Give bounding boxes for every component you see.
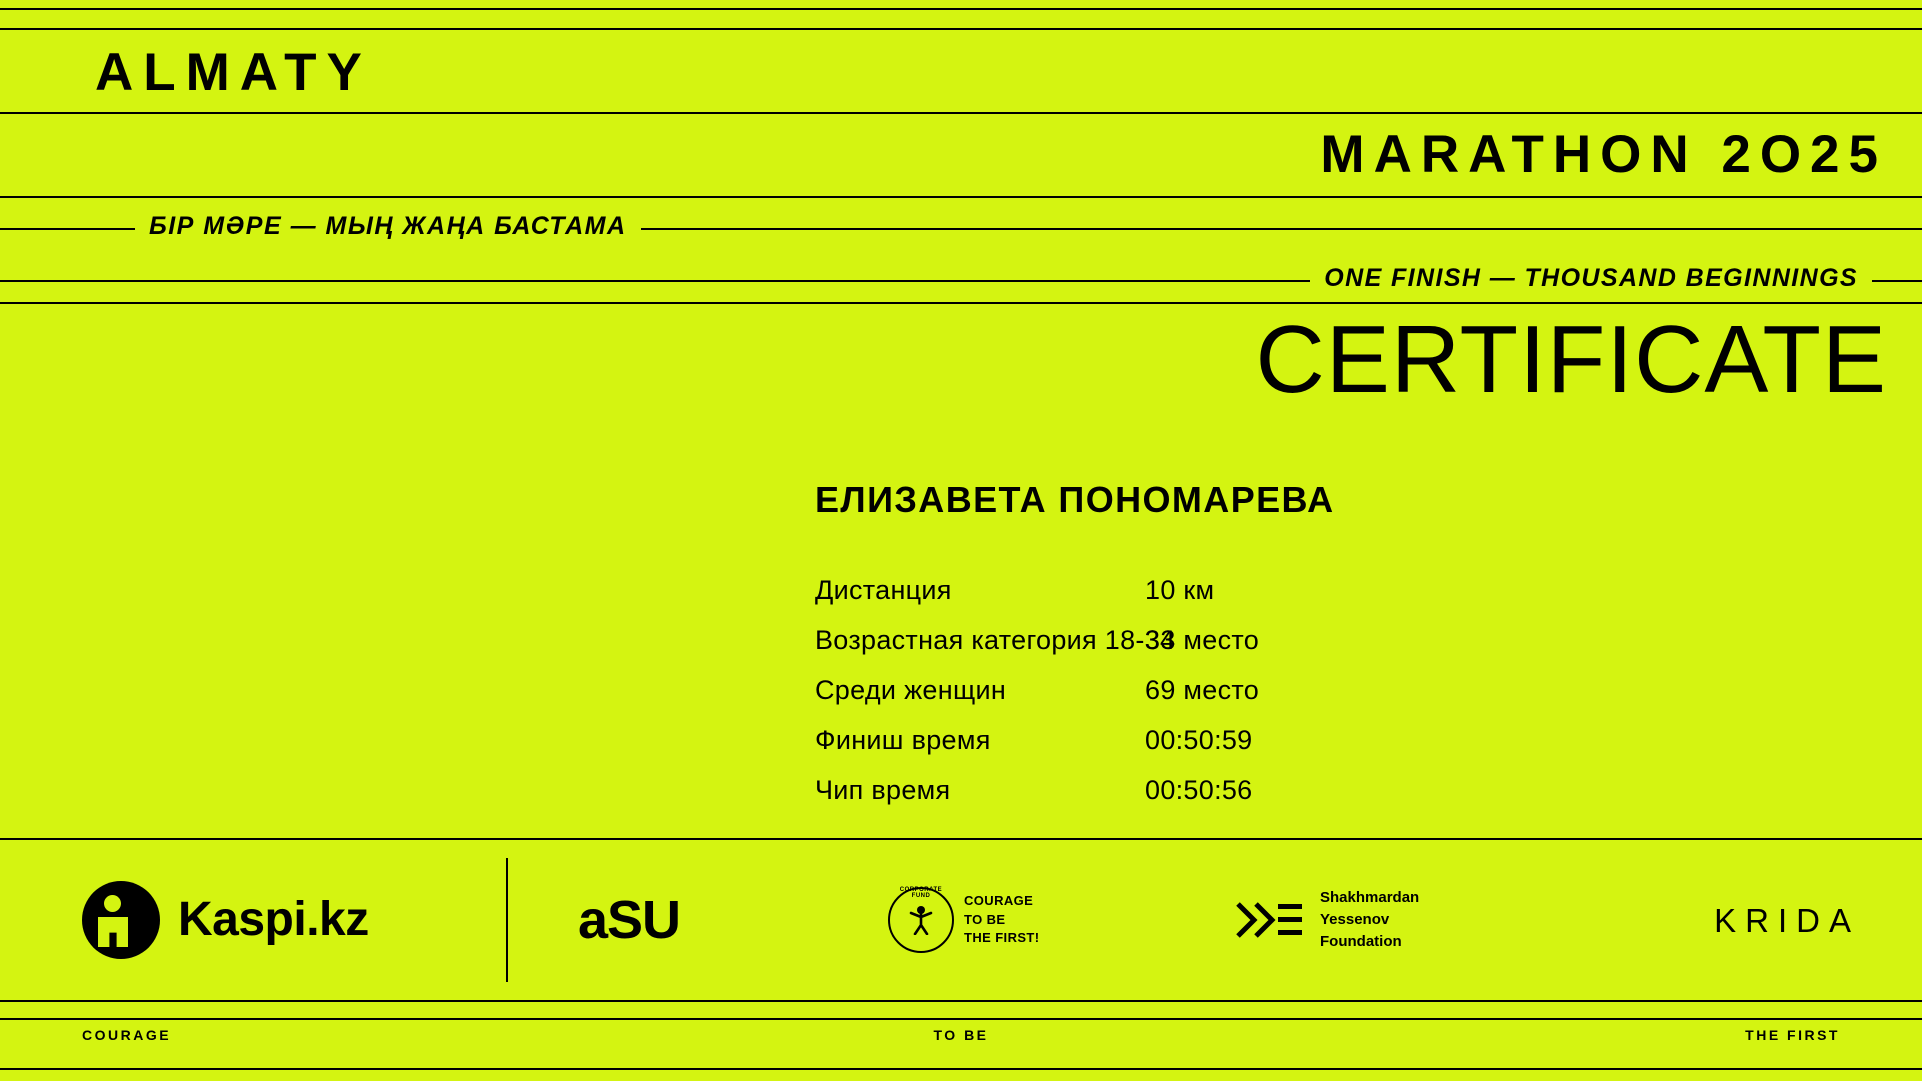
certificate-title: CERTIFICATE — [1255, 306, 1887, 413]
yessenov-line-1: Shakhmardan — [1320, 889, 1420, 907]
sponsor-asu — [578, 840, 680, 1000]
rule-above-title — [0, 302, 1922, 304]
table-row — [815, 775, 1575, 825]
sponsor-krida — [1714, 840, 1860, 1000]
rule-top-1 — [0, 8, 1922, 10]
courage-fund-ring-text: CORPORATE FUND — [899, 887, 943, 899]
slogan-kazakh: БІР МӘРЕ — МЫҢ ЖАҢА БАСТАМА — [135, 214, 641, 239]
courage-fund-line-3: THE FIRST! — [964, 930, 1040, 946]
courage-fund-logo-icon — [888, 887, 954, 953]
sponsor-kaspi-label: Kaspi.kz — [178, 893, 369, 946]
table-row — [815, 575, 1575, 625]
footer-left-text: COURAGE — [82, 1027, 172, 1043]
sponsor-divider — [506, 858, 508, 982]
result-label: Финиш время — [815, 725, 991, 755]
results-table — [815, 575, 1575, 825]
table-row — [815, 625, 1575, 675]
sponsor-courage-fund — [888, 840, 1040, 1000]
result-value: 00:50:56 — [1145, 775, 1253, 805]
footer-right-text: THE FIRST — [1745, 1027, 1840, 1043]
courage-fund-line-2: TO BE — [964, 911, 1006, 927]
rule-footer-bottom — [0, 1068, 1922, 1070]
sponsor-yessenov-foundation — [1234, 840, 1419, 1000]
footer-bar — [0, 1020, 1922, 1060]
slogan-english: ONE FINISH — THOUSAND BEGINNINGS — [1310, 266, 1872, 291]
event-title: MARATHON 2O25 — [1320, 125, 1887, 184]
city-title: ALMATY — [95, 43, 372, 102]
yessenov-text — [1320, 887, 1419, 952]
rule-top-2 — [0, 28, 1922, 30]
sponsor-bar — [0, 840, 1922, 1000]
result-value: 10 км — [1145, 575, 1215, 605]
rule-under-almaty — [0, 112, 1922, 114]
result-value: 33 место — [1145, 625, 1260, 655]
runner-figure-icon — [908, 905, 934, 935]
result-label: Чип время — [815, 775, 951, 805]
sponsor-krida-label: KRIDA — [1714, 901, 1860, 939]
result-label: Среди женщин — [815, 675, 1007, 705]
result-value: 69 место — [1145, 675, 1260, 705]
yessenov-line-2: Yessenov — [1320, 911, 1390, 929]
rule-under-marathon — [0, 196, 1922, 198]
yessenov-logo-icon — [1234, 898, 1306, 942]
rule-below-sponsors — [0, 1000, 1922, 1002]
yessenov-line-3: Foundation — [1320, 932, 1402, 950]
table-row — [815, 725, 1575, 775]
result-label: Возрастная категория 18-34 — [815, 625, 1176, 655]
footer-middle-text: TO BE — [933, 1027, 989, 1043]
sponsor-kaspi — [82, 840, 369, 1000]
sponsor-asu-label: aSU — [578, 890, 681, 950]
courage-fund-line-1: COURAGE — [964, 892, 1034, 908]
athlete-name: ЕЛИЗАВЕТА ПОНОМАРЕВА — [815, 479, 1335, 520]
table-row — [815, 675, 1575, 725]
result-label: Дистанция — [815, 575, 952, 605]
kaspi-logo-icon — [82, 881, 160, 959]
result-value: 00:50:59 — [1145, 725, 1253, 755]
courage-fund-text — [964, 892, 1040, 949]
